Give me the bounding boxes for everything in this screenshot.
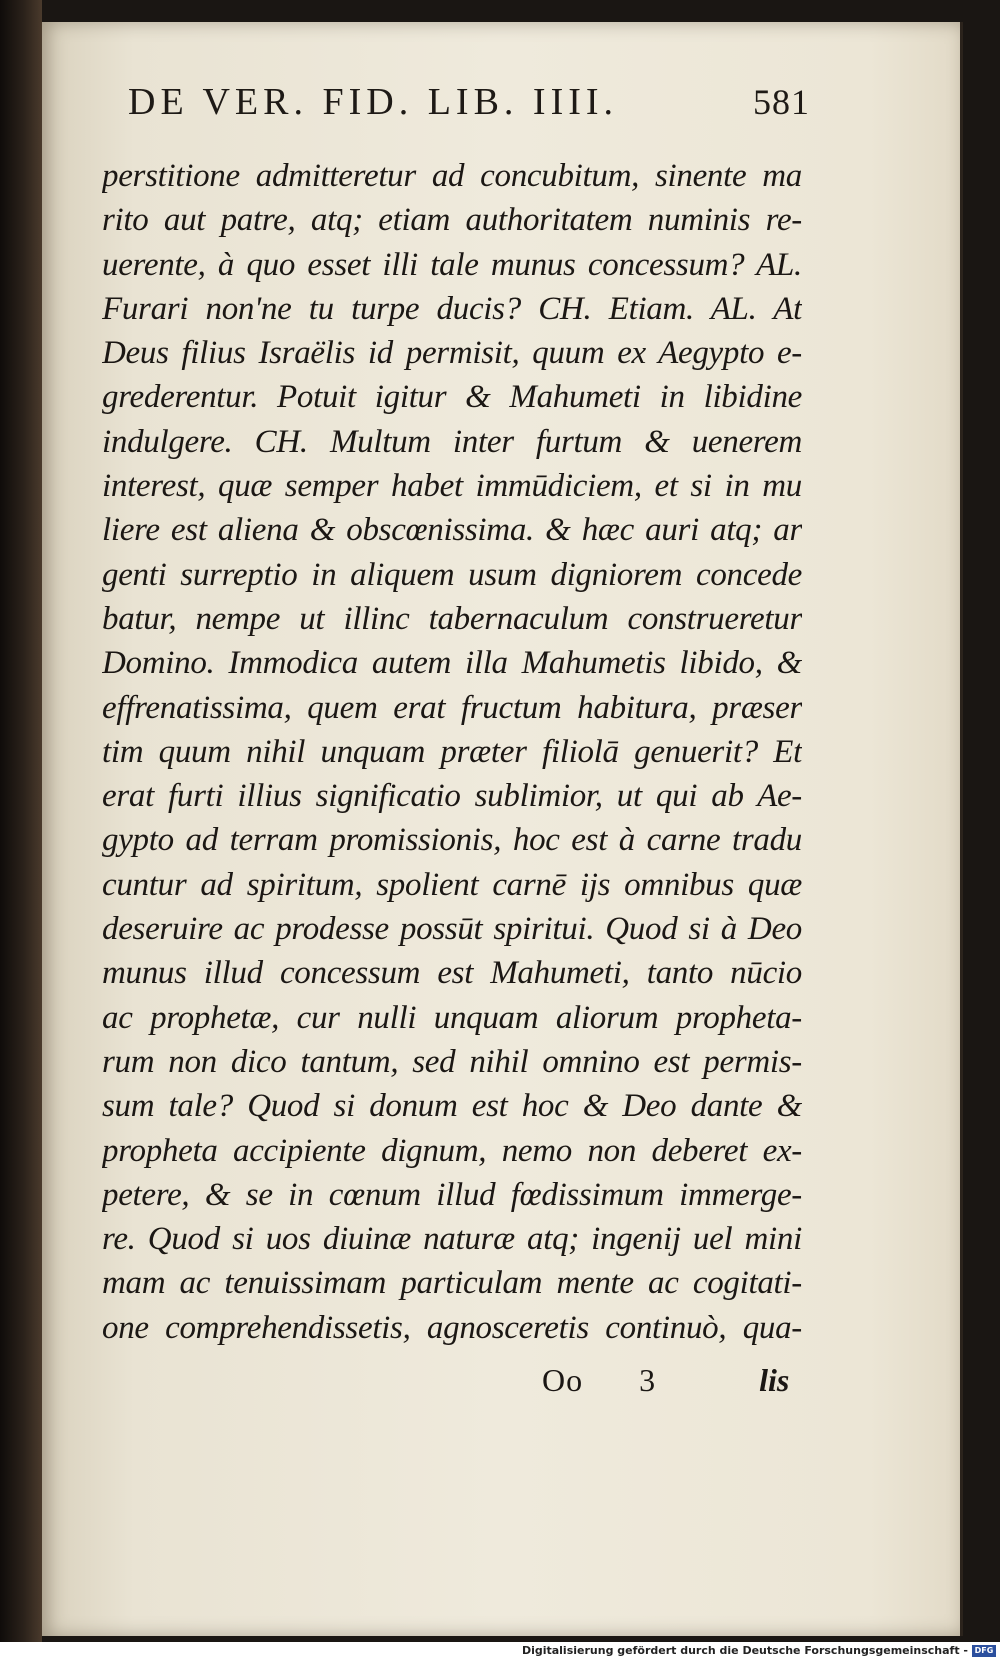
text-line: rum non dico tantum, sed nihil omnino est permis- [102, 1043, 802, 1080]
book-page [42, 22, 963, 1636]
text-line: rito aut patre, atq; etiam authoritatem numinis re- [102, 202, 802, 239]
dfg-logo: DFG [972, 1645, 996, 1657]
text-line: sum tale? Quod si donum est hoc & Deo dante & [102, 1088, 802, 1125]
text-line: petere, & se in cœnum illud fœdissimum immerge- [102, 1176, 802, 1213]
signature-mark: Oo [542, 1362, 584, 1398]
page-footer [542, 1362, 789, 1399]
text-line: gypto ad terram promissionis, hoc est à carne tradu [102, 822, 802, 859]
text-line: munus illud concessum est Mahumeti, tanto nūcio [102, 955, 802, 992]
signature-number: 3 [639, 1362, 656, 1398]
running-head-title: DE VER. FID. LIB. IIII. [128, 81, 619, 123]
text-line: cuntur ad spiritum, spolient carnē ijs omnibus quæ [102, 866, 802, 903]
text-line: tim quum nihil unquam præter filiolā genuerit? Et [102, 733, 802, 770]
text-block [102, 154, 802, 1350]
text-line: one comprehendissetis, agnosceretis continuò, qua- [102, 1309, 802, 1346]
text-line: indulgere. CH. Multum inter furtum & uenerem [102, 423, 802, 460]
text-line: mam ac tenuissimam particulam mente ac cogitati- [102, 1265, 802, 1302]
text-line: propheta accipiente dignum, nemo non deberet ex- [102, 1132, 802, 1169]
text-line: liere est aliena & obscœnissima. & hæc auri atq; ar [102, 512, 802, 549]
text-line: grederentur. Potuit igitur & Mahumeti in libidine [102, 379, 802, 416]
text-line: effrenatissima, quem erat fructum habitura, præser [102, 689, 802, 726]
running-head [128, 80, 810, 124]
text-line: interest, quæ semper habet immūdiciem, et si in mu [102, 468, 802, 505]
page-number: 581 [753, 82, 810, 122]
credit-text: Digitalisierung gefördert durch die Deutsche Forschungsgemeinschaft - [521, 1644, 968, 1657]
text-line: genti surreptio in aliquem usum digniorem concede [102, 556, 802, 593]
text-line: ac prophetæ, cur nulli unquam aliorum propheta- [102, 999, 802, 1036]
text-line: perstitione admitteretur ad concubitum, sinente ma [102, 158, 802, 194]
text-line: Deus filius Israëlis id permisit, quum ex Aegypto e- [102, 335, 802, 372]
text-line: batur, nempe ut illinc tabernaculum construeretur [102, 600, 802, 637]
credit-bar [0, 1642, 1000, 1661]
text-line: uerente, à quo esset illi tale munus concessum? AL. [102, 246, 802, 283]
text-line: Domino. Immodica autem illa Mahumetis libido, & [102, 645, 802, 682]
catchword: lis [759, 1362, 790, 1398]
text-line: deseruire ac prodesse possūt spiritui. Quod si à Deo [102, 911, 802, 948]
text-line: erat furti illius significatio sublimior, ut qui ab Ae- [102, 778, 802, 815]
book-spine [0, 0, 42, 1642]
text-line: Furari non'ne tu turpe ducis? CH. Etiam. AL. At [102, 290, 802, 327]
text-line: re. Quod si uos diuinæ naturæ atq; ingenij uel mini [102, 1221, 802, 1258]
